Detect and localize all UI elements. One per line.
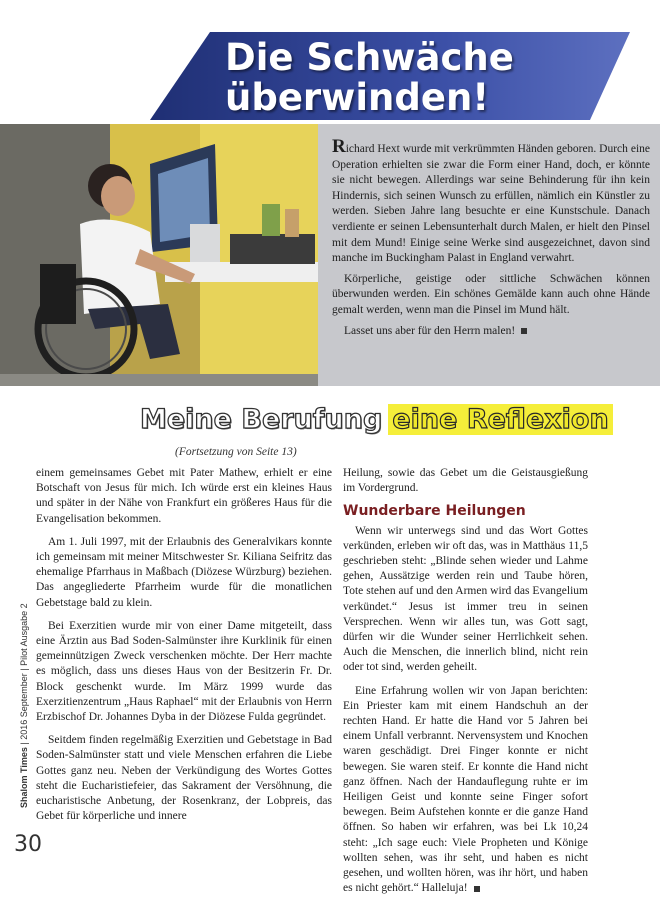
title-line-1: Die Schwäche xyxy=(225,36,514,79)
publication-name: Shalom Times xyxy=(19,747,29,808)
left-paragraph-3: Bei Exerzitien wurde mir von einer Dame mitgeteilt, dass eine Ärztin aus Bad Soden-Salmünster ihre Kurklinik für einen gemeinnützigen Zweck verschenken möchte. Der Herr machte es möglich, dass uns dieses Haus von der Besitzerin Fr. Dr. Block geschenkt wurde. Im März 1999 wurde das Exerzitienzentrum „Haus Raphael“ mit der Erlaubnis von Herrn Erzbischof Dr. Johannes Dyba in der Diözese Fulda gegründet. xyxy=(36,619,332,724)
article-paragraph-1-text: ichard Hext wurde mit verkrümmten Händen geboren. Durch eine Operation erhielten sie zwar die Form einer Hand, doch, er könnte sie nicht bewegen. Allerdings war seine Behinderung für ihn kein Hindernis, sich seinen Wunsch zu erfüllen, nämlich ein Künstler zu werden. Sieben Jahre lang besuchte er eine Kunstschule. Danach verdiente er seinen Lebensunterhalt durch Malen, er hielt den Pinsel mit dem Mund! Einige seine Werke sind ausgezeichnet, davon sind manche im Buckingham Palast in England verwahrt. xyxy=(332,143,650,265)
article-paragraph-2: Körperliche, geistige oder sittliche Schwächen können überwunden werden. Ein schönes Gemälde kann auch ohne Hände gemalt werden, wenn man die Pinsel im Mund hält. xyxy=(332,272,650,316)
section-title xyxy=(140,402,609,438)
left-paragraph-1: einem gemeinsames Gebet mit Pater Mathew, erhielt er eine Botschaft von Jesus für mich. Ich würde erst ein kleines Haus und später in der Nähe von Frankfurt ein größeres Haus für die Evangelisation bekommen. xyxy=(36,467,332,525)
right-intro: Heilung, sowie das Gebet um die Geistausgießung im Vordergrund. xyxy=(343,467,588,495)
right-column xyxy=(343,466,588,904)
dropcap: R xyxy=(332,136,346,157)
publication-credit: Shalom Times | 2016 September | Pilot Ausgabe 2 xyxy=(19,603,29,808)
title-line-2: überwinden! xyxy=(225,76,490,119)
end-mark-icon xyxy=(474,886,480,892)
left-paragraph-4: Seitdem finden regelmäßig Exerzitien und Gebetstage in Bad Soden-Salmünster statt und viele Menschen erfahren die Liebe Gottes ganz neu. Neben der Verkündigung des Wortes Gottes steht die Eucharistiefeier, das Sakrament der Versöhnung, die eucharistische Anbetung, der Rosenkranz, der Lobpreis, das Gebet für körperliche und innere xyxy=(36,734,332,823)
continuation-note: (Fortsetzung von Seite 13) xyxy=(175,446,297,458)
subheading: Wunderbare Heilungen xyxy=(343,503,526,520)
right-paragraph-2 xyxy=(343,684,588,897)
left-paragraph-2: Am 1. Juli 1997, mit der Erlaubnis des Generalvikars konnte ich gemeinsam mit meiner Mitschwester Sr. Kiliana Seifritz das ehemalige Pfarrhaus in Maßbach (Diözese Würzburg) beziehen. Das angegliederte Pfarrheim wurde für die monatlichen Gebetstage bald zu klein. xyxy=(36,535,332,609)
page-title xyxy=(225,38,625,118)
artist-in-wheelchair-image xyxy=(0,124,318,386)
right-paragraph-1: Wenn wir unterwegs sind und das Wort Gottes verkünden, erleben wir oft das, was in Matthäus 11,5 geschrieben steht: „Blinde sehen wieder und Lahme gehen, Aussätzige werden rein und Taube hören, Tote stehen auf und den Armen wird das Evangelium verkündet.“ Jesus ist immer treu in seinen Versprechen. Wenn wir alles tun, was Gott sagt, dürfen wir die Wunder seiner Herrlichkeit sehen. Auch die Menschen, die innerlich blind, nicht rein oder tot sind, werden geheilt. xyxy=(343,524,588,674)
section-title-part-1: Meine Berufung xyxy=(140,404,383,435)
article-paragraph-3 xyxy=(332,324,650,340)
right-paragraph-2-text: Eine Erfahrung wollen wir von Japan berichten: Ein Priester kam mit einem Handschuh an der rechten Hand. Er hatte die Hand vor 5 Jahren bei einem Unfall verbrannt. Nervensystem und Knochen waren geschädigt. Drei Finger konnte er nicht bewegen. Sie waren steif. Er konnte die Hand nicht ganz öffnen. Nach der Handauflegung ruhte er im Heiligen Geist und konnte seine Finger sofort bewegen. Beim Aufstehen konnte er die ganze Hand öffnen. So haben wir erfahren, was bei Lk 10,24 steht: „Ich sage euch: Viele Propheten und Könige wollten sehen, was ihr seht, und haben es nicht gesehen, und wollten hören, was ihr hört, und haben es nicht gehört.“ Halleluja! xyxy=(343,684,588,895)
left-column xyxy=(36,466,332,832)
article-box xyxy=(322,124,660,386)
end-mark-icon xyxy=(521,328,527,334)
artist-in-wheelchair-image-svg xyxy=(0,124,318,386)
section-title-part-2: eine Reflexion xyxy=(388,404,612,435)
issue-info: 2016 September | Pilot Ausgabe 2 xyxy=(19,603,29,740)
article-paragraph-1 xyxy=(332,136,650,267)
page-number: 30 xyxy=(14,832,42,857)
article-paragraph-3-text: Lasset uns aber für den Herrn malen! xyxy=(344,324,516,337)
